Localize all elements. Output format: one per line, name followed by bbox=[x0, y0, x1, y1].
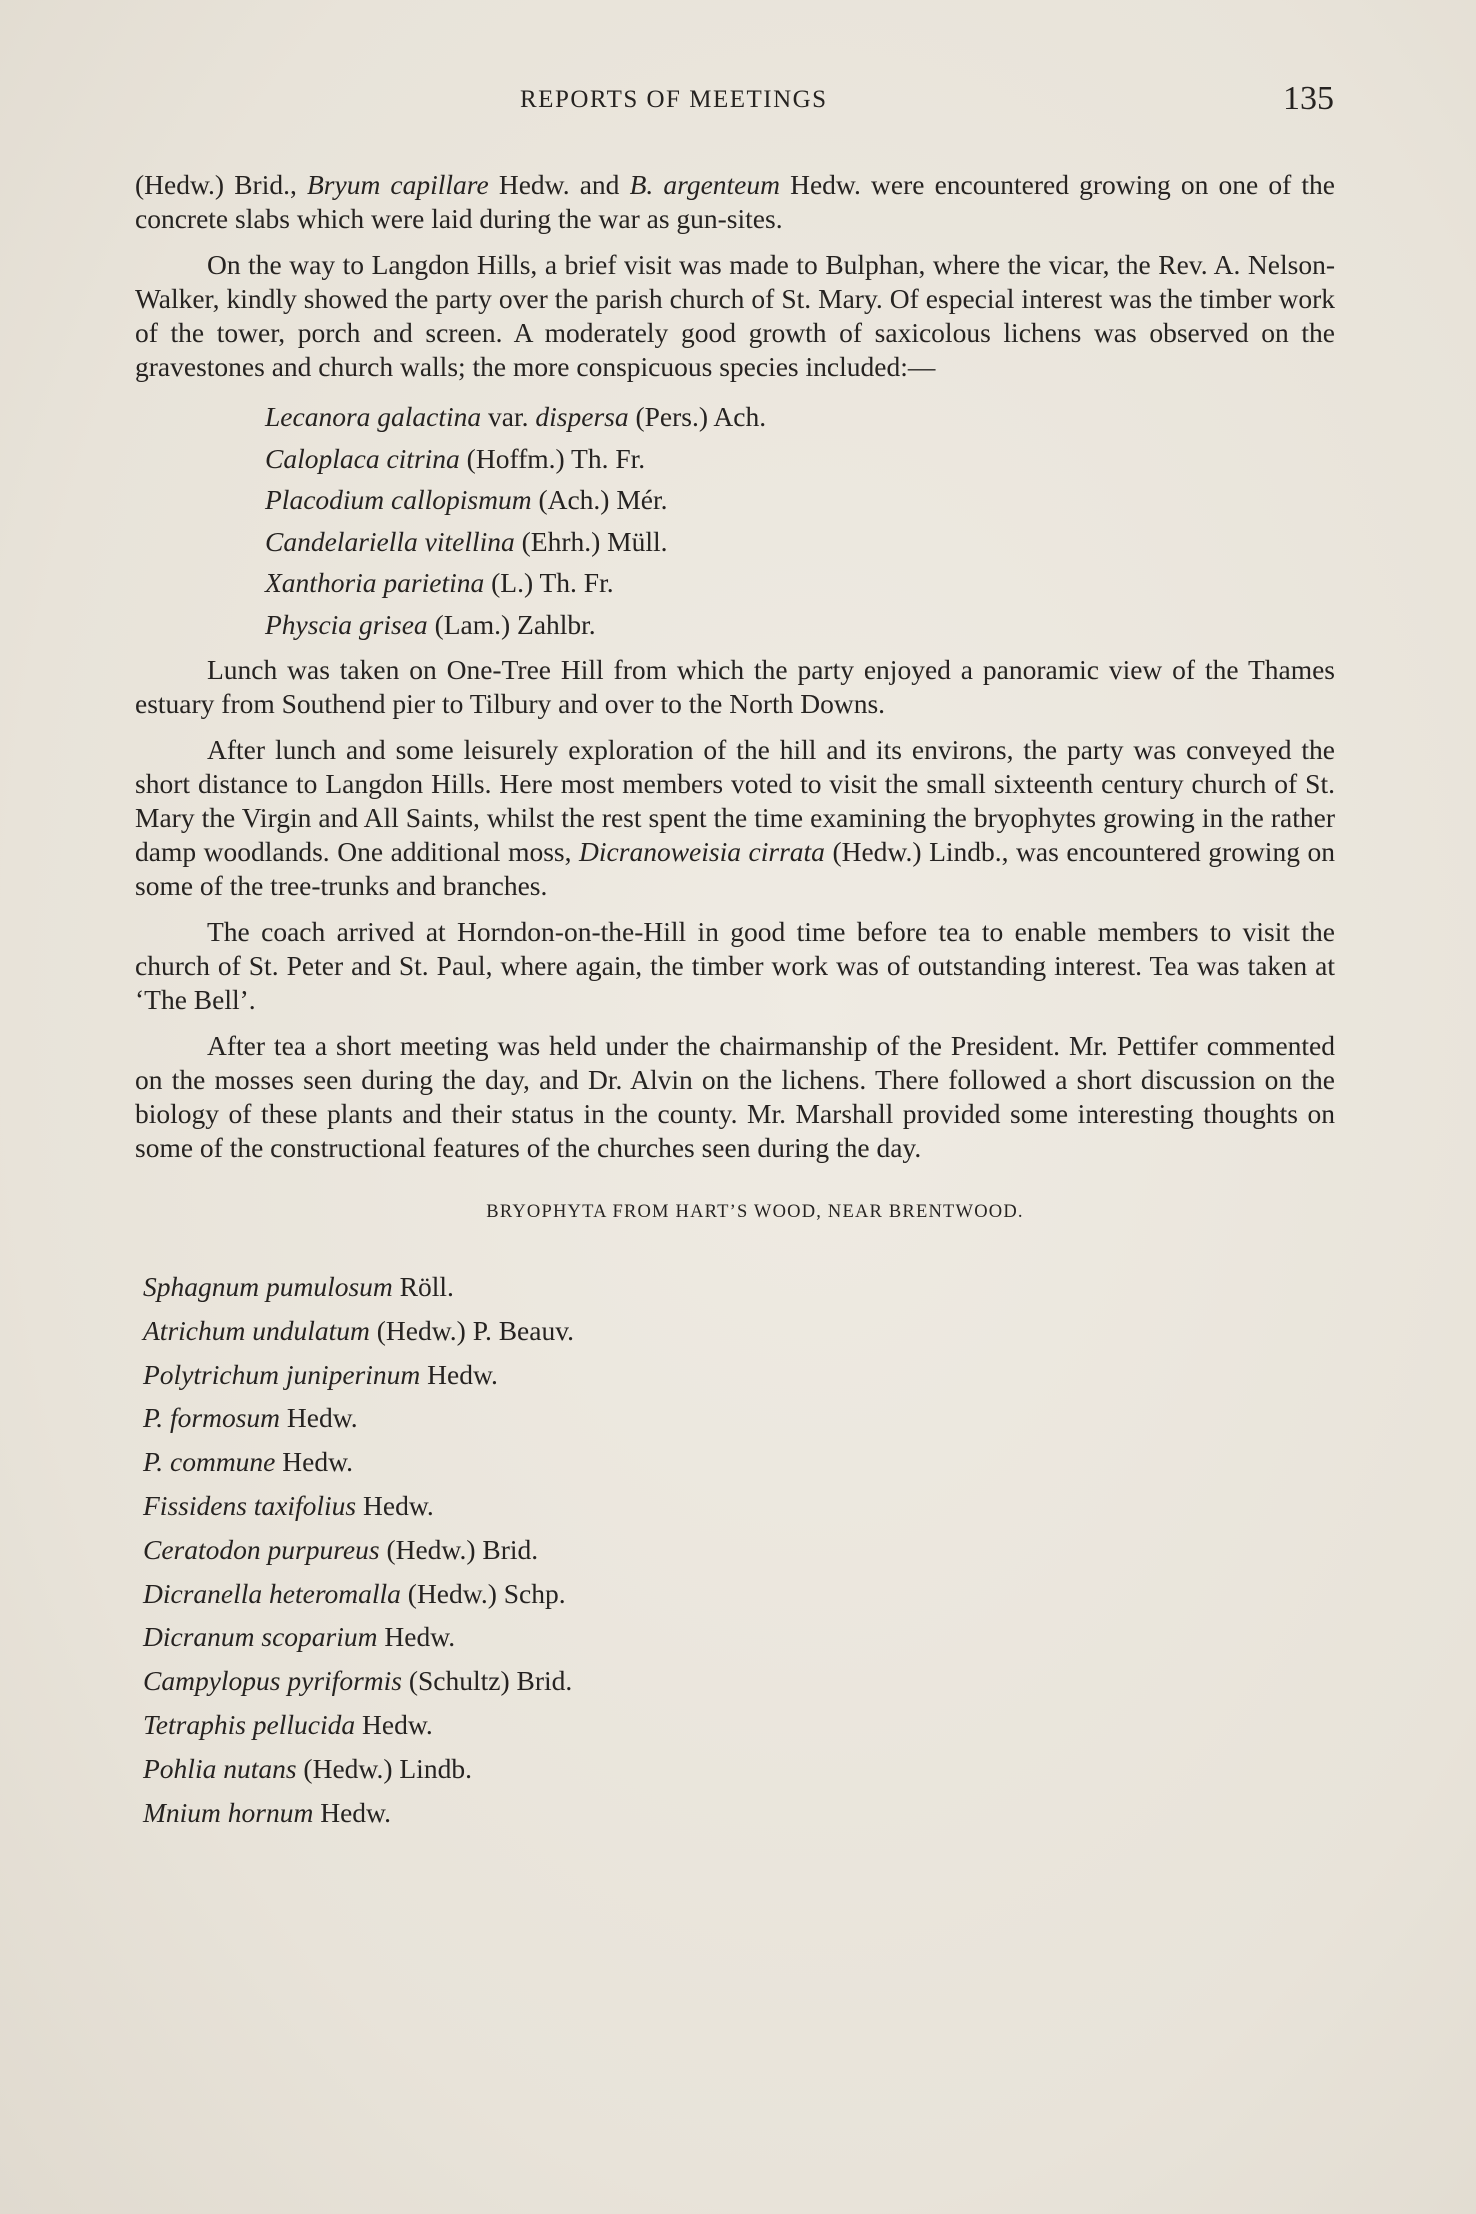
species-name: Sphagnum pumulosum bbox=[143, 1271, 393, 1302]
lichen-item bbox=[265, 562, 1335, 604]
species-author: (Hedw.) Lindb. bbox=[296, 1752, 472, 1784]
bulphan-paragraph: On the way to Langdon Hills, a brief visit was made to Bulphan, where the vicar, the Rev. A. Nelson-Walker, kindly showed the party over the parish church of St. Mary. Of especial interest was the timber work of the tower, porch and screen. A moderately good growth of saxicolous lichens was observed on the gravestones and church walls; the more conspicuous species included:— bbox=[135, 249, 1335, 382]
bryophyte-item bbox=[143, 1440, 1335, 1484]
species-author: (Ehrh.) Müll. bbox=[514, 525, 668, 557]
after-lunch-paragraph bbox=[135, 733, 1335, 903]
species-author: Hedw. bbox=[356, 1489, 434, 1521]
bryophyte-item bbox=[143, 1572, 1335, 1616]
bryophyta-list-heading: BRYOPHYTA FROM HART’S WOOD, NEAR BRENTWOOD. bbox=[486, 1202, 1024, 1222]
species-name: Dicranella heteromalla bbox=[143, 1577, 401, 1609]
bryophyte-item bbox=[143, 1265, 1335, 1309]
species-name: Caloplaca citrina bbox=[265, 442, 460, 474]
species-author: Hedw. bbox=[275, 1446, 354, 1478]
bryophyte-item bbox=[143, 1791, 1335, 1835]
page-number: 135 bbox=[1283, 80, 1334, 117]
species-name: B. argenteum bbox=[629, 169, 780, 200]
species-name: Ceratodon purpureus bbox=[143, 1533, 380, 1565]
bryophyte-item bbox=[143, 1615, 1335, 1659]
species-author: (Hedw.) P. Beauv. bbox=[369, 1314, 575, 1346]
bryophyte-item bbox=[143, 1484, 1335, 1528]
species-name: Dicranoweisia cirrata bbox=[579, 836, 825, 867]
species-name: Xanthoria parietina bbox=[265, 567, 485, 598]
species-name: Physcia grisea bbox=[265, 608, 428, 640]
species-name: Dicranum scoparium bbox=[143, 1621, 378, 1653]
bryophyte-item bbox=[143, 1659, 1335, 1703]
species-author: (Hoffm.) Th. Fr. bbox=[459, 442, 646, 474]
bryophyte-item bbox=[143, 1703, 1335, 1747]
coach-paragraph: The coach arrived at Horndon-on-the-Hill in good time before tea to enable members to visit the church of St. Peter and St. Paul, where again, the timber work was of outstanding interest. Tea was taken at ‘The Bell’. bbox=[135, 916, 1335, 1015]
species-name: P. commune bbox=[143, 1446, 276, 1478]
running-head: REPORTS OF MEETINGS bbox=[520, 86, 828, 113]
article-body bbox=[135, 168, 1335, 1834]
page-header bbox=[0, 80, 1476, 126]
species-name: Atrichum undulatum bbox=[143, 1314, 370, 1346]
lichen-list bbox=[265, 396, 1335, 645]
lichen-item bbox=[265, 396, 1335, 438]
text-run: (Hedw.) Brid., bbox=[135, 169, 307, 200]
species-author: (Ach.) Mér. bbox=[531, 484, 668, 515]
species-author: Hedw. bbox=[313, 1796, 391, 1828]
text-run: After lunch and some leisurely exploration of the hill and its environs, the party was conveyed the short distance to Langdon Hills. Here most members voted to visit the small sixteenth century church of St. Mary the Virgin and All Saints, whilst the rest spent the time examining the bryophytes growing in the rather damp woodlands. One additional moss, bbox=[135, 734, 1335, 867]
bryophyte-item bbox=[143, 1309, 1335, 1353]
lichen-item bbox=[265, 479, 1335, 521]
species-author: (Hedw.) Brid. bbox=[379, 1533, 539, 1565]
species-author: (Lam.) Zahlbr. bbox=[427, 608, 596, 640]
species-name: Mnium hornum bbox=[143, 1796, 314, 1828]
text-run: Hedw. and bbox=[488, 169, 630, 200]
bryophyte-item bbox=[143, 1396, 1335, 1440]
species-name: Fissidens taxifolius bbox=[143, 1489, 357, 1521]
species-name: Candelariella vitellina bbox=[265, 525, 515, 557]
bryophyte-item bbox=[143, 1528, 1335, 1572]
species-author: (L.) Th. Fr. bbox=[484, 567, 614, 598]
species-name: Pohlia nutans bbox=[143, 1752, 297, 1784]
bryophyte-list bbox=[135, 1265, 1335, 1834]
species-author: Hedw. bbox=[280, 1402, 358, 1434]
species-name: Placodium callopismum bbox=[265, 484, 532, 515]
meeting-paragraph: After tea a short meeting was held under the chairmanship of the President. Mr. Pettifer commented on the mosses seen during the day, and Dr. Alvin on the lichens. There followed a short discussion on the biology of these plants and their status in the county. Mr. Marshall provided some interesting thoughts on some of the constructional features of the churches seen during the day. bbox=[135, 1030, 1335, 1163]
bryophyte-item bbox=[143, 1353, 1335, 1397]
variety-name: dispersa bbox=[535, 401, 629, 432]
species-name: Polytrichum juniperinum bbox=[143, 1358, 421, 1390]
species-author: (Hedw.) Schp. bbox=[400, 1577, 566, 1609]
text-run: Hedw. were encountered growing on one of the concrete slabs which were laid during the war as gun-sites. bbox=[135, 169, 1335, 234]
species-name: P. formosum bbox=[143, 1402, 281, 1434]
lichen-item bbox=[265, 604, 1335, 646]
text-run: (Hedw.) Lindb., was encountered growing on some of the tree-trunks and branches. bbox=[135, 836, 1335, 901]
intro-paragraph bbox=[135, 168, 1335, 236]
species-author: Hedw. bbox=[355, 1708, 433, 1740]
species-name: Bryum capillare bbox=[306, 169, 489, 200]
species-author: Röll. bbox=[392, 1271, 454, 1302]
lunch-paragraph: Lunch was taken on One-Tree Hill from which the party enjoyed a panoramic view of the Thames estuary from Southend pier to Tilbury and over to the North Downs. bbox=[135, 654, 1335, 719]
species-author: (Pers.) Ach. bbox=[628, 401, 767, 432]
lichen-item bbox=[265, 438, 1335, 480]
species-author: Hedw. bbox=[420, 1358, 498, 1390]
species-author: (Schultz) Brid. bbox=[401, 1665, 573, 1697]
species-author: Hedw. bbox=[377, 1621, 456, 1653]
species-name: Tetraphis pellucida bbox=[143, 1708, 356, 1740]
bryophyte-item bbox=[143, 1747, 1335, 1791]
species-name: Campylopus pyriformis bbox=[143, 1665, 402, 1697]
text-run: var. bbox=[481, 401, 536, 432]
species-name: Lecanora galactina bbox=[265, 401, 482, 432]
lichen-item bbox=[265, 521, 1335, 563]
